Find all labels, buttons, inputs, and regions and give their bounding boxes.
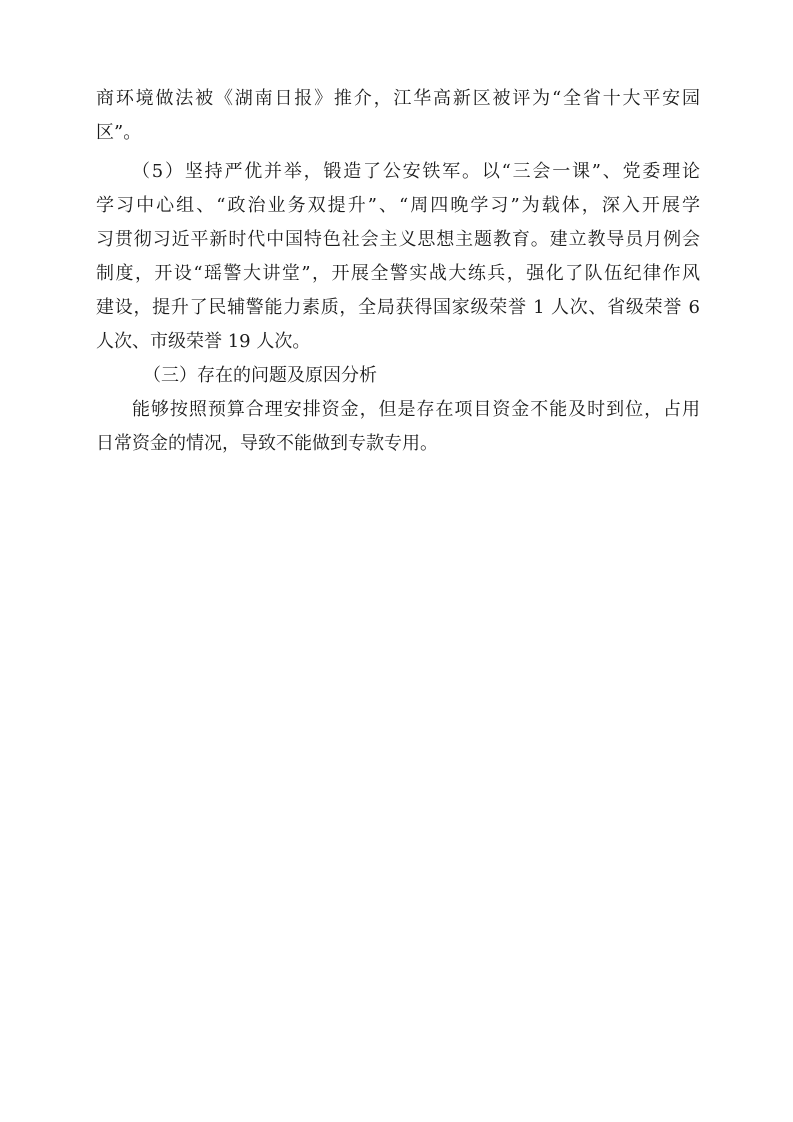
paragraph-line: 商环境做法被《湖南日报》推介，江华高新区被评为“全省十大平安园 bbox=[96, 88, 700, 109]
document-body bbox=[96, 90, 700, 469]
item-5-line: 建设，提升了民辅警能力素质，全局获得国家级荣誉 1 人次、省级荣誉 6 bbox=[96, 297, 700, 318]
item-5-line: （5）坚持严优并举，锻造了公安铁军。以“三会一课”、党委理论 bbox=[132, 161, 700, 182]
paragraph-line: 区”。 bbox=[96, 122, 142, 143]
section-heading: （三）存在的问题及原因分析 bbox=[143, 365, 377, 386]
item-5-line: 人次、市级荣誉 19 人次。 bbox=[96, 331, 311, 352]
item-5-line: 习贯彻习近平新时代中国特色社会主义思想主题教育。建立教导员月例会 bbox=[96, 229, 700, 250]
closing-line: 日常资金的情况，导致不能做到专款专用。 bbox=[96, 433, 438, 454]
item-5-line: 学习中心组、“政治业务双提升”、“周四晚学习”为载体，深入开展学 bbox=[96, 195, 700, 216]
closing-line: 能够按照预算合理安排资金，但是存在项目资金不能及时到位，占用 bbox=[132, 399, 700, 420]
item-5-line: 制度，开设“瑶警大讲堂”，开展全警实战大练兵，强化了队伍纪律作风 bbox=[96, 263, 700, 284]
